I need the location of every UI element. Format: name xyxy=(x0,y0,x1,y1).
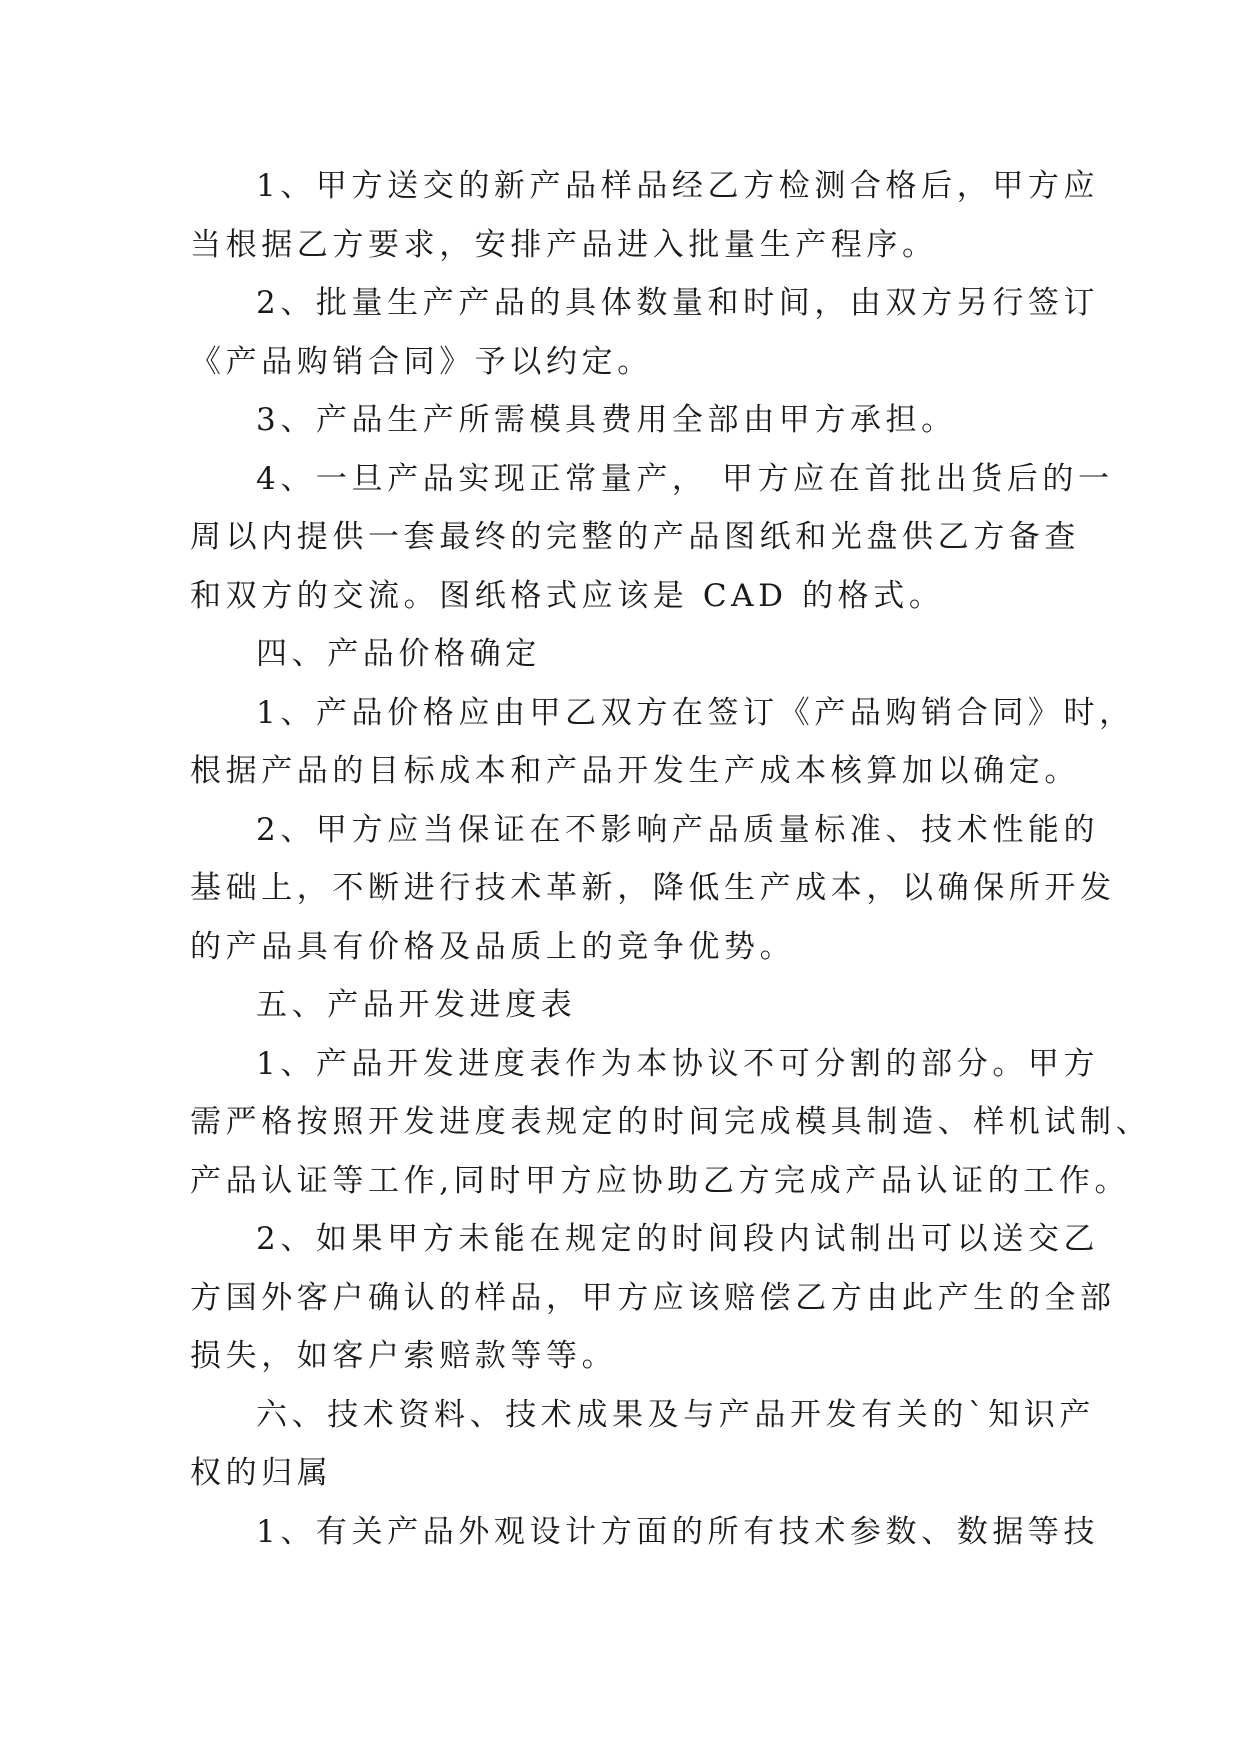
section-heading: 六、技术资料、技术成果及与产品开发有关的`知识产 xyxy=(256,1396,1095,1433)
text-line: 1、产品价格应由甲乙双方在签订《产品购销合同》时， xyxy=(256,694,1135,731)
text-line: 方国外客户确认的样品，甲方应该赔偿乙方由此产生的全部 xyxy=(190,1279,1116,1316)
text-line: 2、批量生产产品的具体数量和时间，由双方另行签订 xyxy=(256,285,1100,321)
text-line: 根据产品的目标成本和产品开发生产成本核算加以确定。 xyxy=(190,753,1080,789)
text-line: 4、一旦产品实现正常量产， 甲方应在首批出货后的一 xyxy=(256,460,1114,497)
text-line: 2、如果甲方未能在规定的时间段内试制出可以送交乙 xyxy=(256,1221,1100,1257)
text-line: 《产品购销合同》予以约定。 xyxy=(190,343,653,380)
text-line: 损失，如客户索赔款等等。 xyxy=(190,1338,618,1374)
text-line: 产品认证等工作,同时甲方应协助乙方完成产品认证的工作。 xyxy=(190,1162,1131,1199)
text-line: 1、产品开发进度表作为本协议不可分割的部分。甲方 xyxy=(256,1045,1100,1082)
text-line: 的产品具有价格及品质上的竞争优势。 xyxy=(190,928,796,965)
section-heading: 五、产品开发进度表 xyxy=(256,987,577,1023)
text-line: 1、有关产品外观设计方面的所有技术参数、数据等技 xyxy=(256,1513,1100,1550)
text-line: 当根据乙方要求，安排产品进入批量生产程序。 xyxy=(190,226,938,263)
text-line: 需严格按照开发进度表规定的时间完成模具制造、样机试制、 xyxy=(190,1104,1152,1140)
text-line: 和双方的交流。图纸格式应该是 CAD 的格式。 xyxy=(190,577,945,614)
text-line: 3、产品生产所需模具费用全部由甲方承担。 xyxy=(256,402,957,438)
text-line: 1、甲方送交的新产品样品经乙方检测合格后，甲方应 xyxy=(256,168,1100,204)
text-line: 周以内提供一套最终的完整的产品图纸和光盘供乙方备查 xyxy=(190,519,1080,555)
section-heading: 四、产品价格确定 xyxy=(256,636,541,672)
section-heading: 权的归属 xyxy=(190,1455,333,1491)
text-line: 2、甲方应当保证在不影响产品质量标准、技术性能的 xyxy=(256,811,1100,848)
document-body xyxy=(190,157,1152,1561)
text-line: 基础上，不断进行技术革新，降低生产成本，以确保所开发 xyxy=(190,870,1116,906)
